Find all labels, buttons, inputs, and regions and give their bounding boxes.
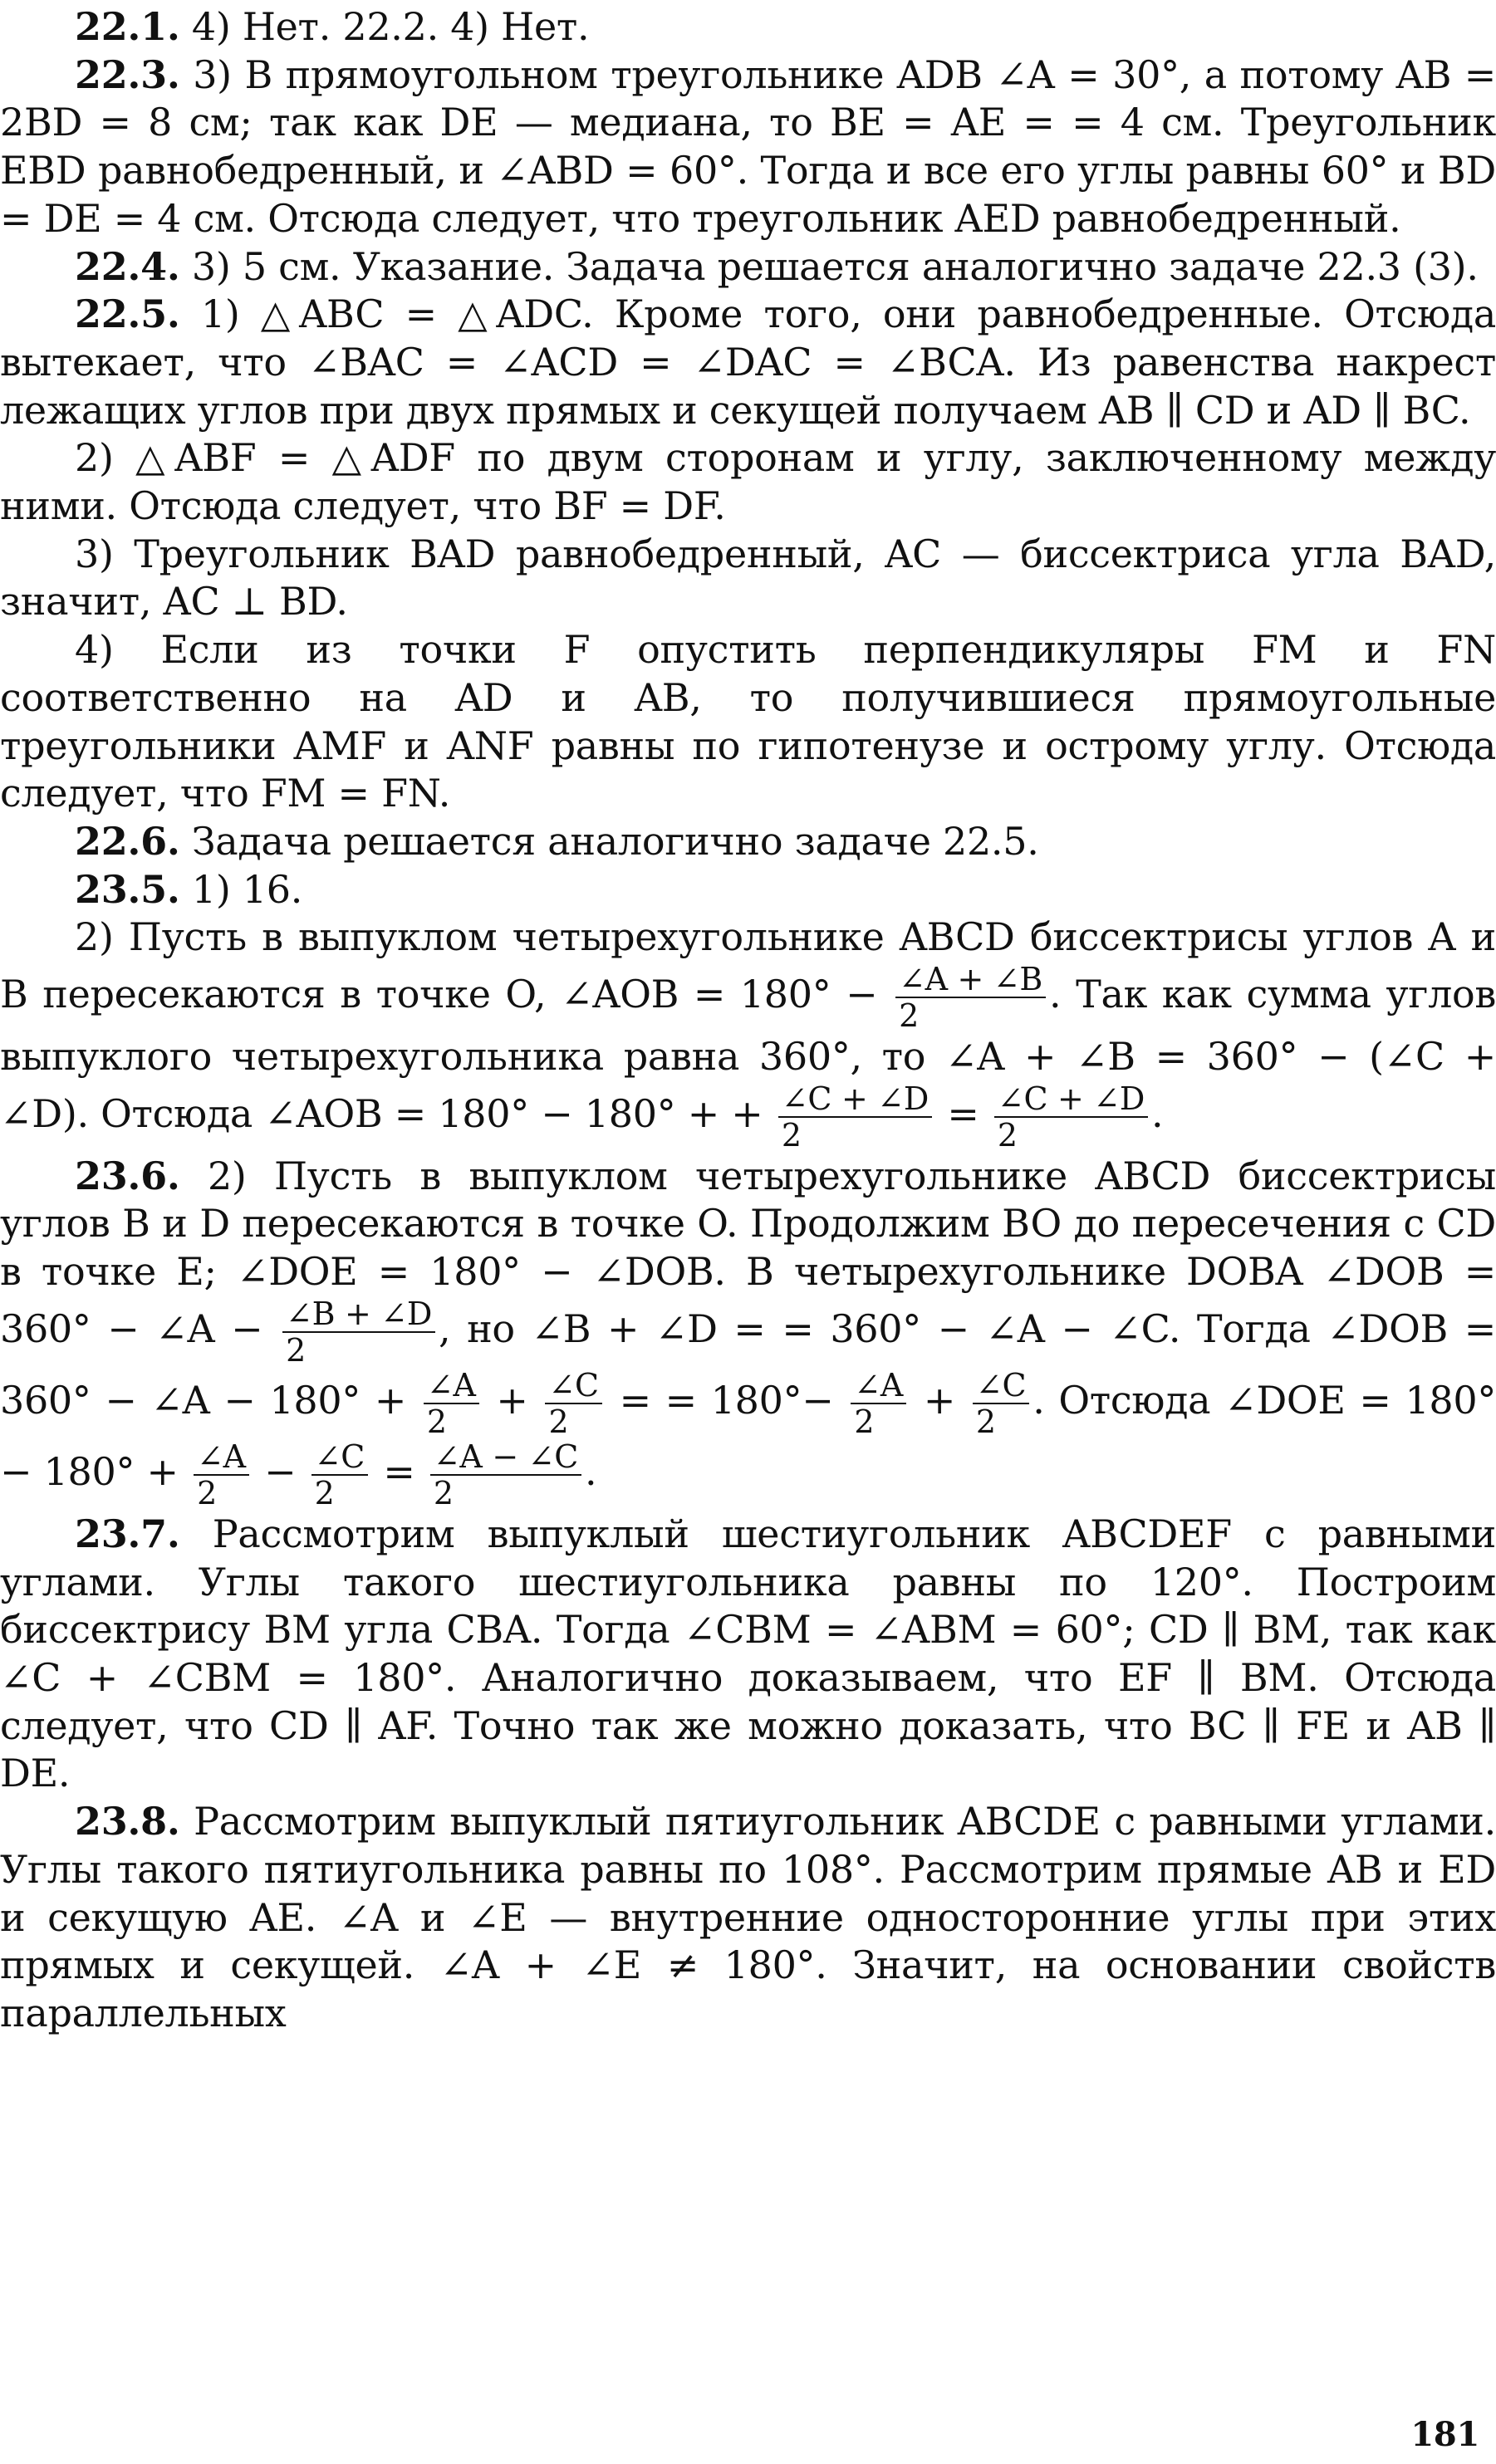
fraction: $\frac{\angle C + \angle D}{2}$ — [778, 1081, 932, 1153]
fraction: $\frac{\angle C}{2}$ — [973, 1368, 1029, 1439]
page-number: 181 — [1410, 2415, 1479, 2455]
fraction: $\frac{\angle A}{2}$ — [194, 1439, 249, 1511]
fraction: $\frac{\angle A}{2}$ — [851, 1368, 906, 1439]
answer-23-7: 23.7. Рассмотрим выпуклый шестиугольник ABCDEF с равными углами. Углы такого шестиугольника равны по 120°. Построим биссектрису BM угла CBA. Тогда ∠CBM = ∠ABM = 60°; CD ∥ BM, так как ∠C + ∠CBM = 180°. Аналогично доказываем, что EF ∥ BM. Отсюда следует, что CD ∥ AF. Точно так же можно доказать, что BC ∥ FE и AB ∥ DE. — [0, 1511, 1496, 1796]
answer-22-5-1: 22.5. 1) △ABC = △ADC. Кроме того, они равнобедренные. Отсюда вытекает, что ∠BAC = ∠ACD = ∠DAC = ∠BCA. Из равенства накрест лежащих углов при двух прямых и секущей получаем AB ∥ CD и AD ∥ BC. — [0, 291, 1496, 433]
answer-22-5-2: 2) △ABF = △ADF по двум сторонам и углу, заключенному между ними. Отсюда следует, что BF = DF. — [0, 435, 1496, 529]
answer-23-5-1: 23.5. 1) 16. — [75, 866, 303, 912]
fraction: $\frac{\angle C}{2}$ — [311, 1439, 368, 1511]
answer-22-5-4: 4) Если из точки F опустить перпендикуляры FM и FN соответственно на AD и AB, то получившиеся прямоугольные треугольники AMF и ANF равны по гипотенузе и острому углу. Отсюда следует, что FM = FN. — [0, 627, 1496, 816]
answer-22-6: 22.6. Задача решается аналогично задаче 22.5. — [75, 818, 1039, 864]
answer-22-3: 22.3. 3) В прямоугольном треугольнике ADB ∠A = 30°, а потому AB = 2BD = 8 см; так как DE — медиана, то BE = AE = = 4 см. Треугольник EBD равнобедренный, и ∠ABD = 60°. Тогда и все его углы равны 60° и BD = DE = 4 см. Отсюда следует, что треугольник AED равнобедренный. — [0, 51, 1496, 241]
answer-23-6: 23.6. 2) Пусть в выпуклом четырехугольнике ABCD биссектрисы углов B и D пересекаются в точке O. Продолжим BO до пересечения с CD в точке E; ∠DOE = 180° − ∠DOB. В четырехугольнике DOBA ∠DOB = 360° − ∠A − $\frac{\angle B + \angle D}{2}$ , но ∠B + ∠D = = 360° − ∠A − ∠C. Тогда ∠DOB = 360° − ∠A − 180° + $\frac{\angle A}{2}$ + $\frac{\angle C}{2}$ = = 180°− $\frac{\angle A}{2}$ + $\frac{\angle C}{2}$ . Отсюда ∠DOE = 180° − 180° + $\frac{\angle A}{2}$ − $\frac{\angle C}{2}$ = $\frac{\angle A - \angle C}{2}$ . — [0, 1153, 1496, 1511]
fraction: $\frac{\angle A - \angle C}{2}$ — [430, 1439, 581, 1511]
answer-22-5-3: 3) Треугольник BAD равнобедренный, AC — биссектриса угла BAD, значит, AC ⊥ BD. — [0, 531, 1496, 625]
fraction: $\frac{\angle C + \angle D}{2}$ — [994, 1081, 1148, 1153]
answer-23-5-2: 2) Пусть в выпуклом четырехугольнике ABCD биссектрисы углов A и B пересекаются в точке O, ∠AOB = 180° − $\frac{\angle A + \angle B}{2}$ . Так как сумма углов выпуклого четырехугольника равна 360°, то ∠A + ∠B = 360° − (∠C + ∠D). Отсюда ∠AOB = 180° − 180° + + $\frac{\angle C + \angle D}{2}$ = $\frac{\angle C + \angle D}{2}$ . — [0, 914, 1496, 1154]
answer-23-8: 23.8. Рассмотрим выпуклый пятиугольник ABCDE с равными углами. Углы такого пятиугольника равны по 108°. Рассмотрим прямые AB и ED и секущую AE. ∠A и ∠E — внутренние односторонние углы при этих прямых и секущей. ∠A + ∠E ≠ 180°. Значит, на основании свойств параллельных — [0, 1799, 1496, 2035]
fraction: $\frac{\angle A + \angle B}{2}$ — [895, 962, 1046, 1033]
answer-22-4: 22.4. 3) 5 см. Указание. Задача решается аналогично задаче 22.3 (3). — [75, 243, 1479, 289]
fraction: $\frac{\angle C}{2}$ — [545, 1368, 601, 1439]
answer-22-1: 22.1. 4) Нет. 22.2. 4) Нет. — [75, 4, 590, 49]
fraction: $\frac{\angle A}{2}$ — [424, 1368, 479, 1439]
fraction: $\frac{\angle B + \angle D}{2}$ — [282, 1296, 435, 1368]
